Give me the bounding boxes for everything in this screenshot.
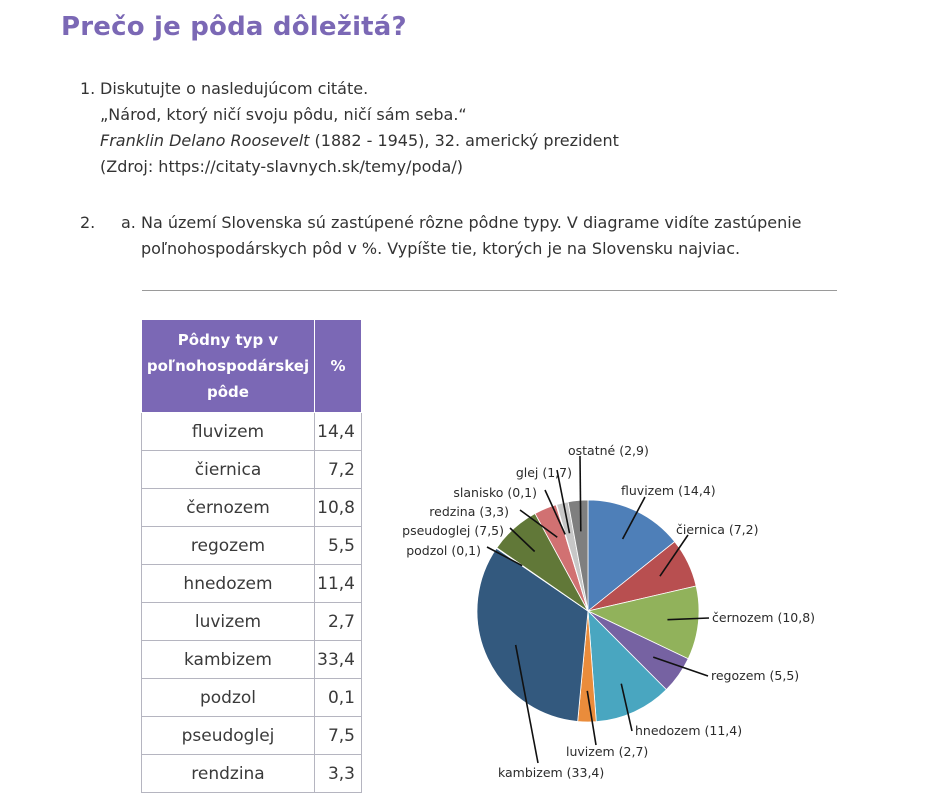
percent-cell: 11,4 [315,565,362,603]
q1-text: Diskutujte o nasledujúcom citáte. [100,79,369,98]
pie-label-glej: glej (1,7) [515,465,572,480]
q1-quote: „Národ, ktorý ničí svoju pôdu, ničí sám seba.“ [100,105,467,124]
soil-type-cell: čiernica [142,451,315,489]
pie-label-redzina: redzina (3,3) [429,504,509,519]
percent-cell: 3,3 [315,755,362,793]
header-percent: % [315,320,362,413]
q1-number: 1. [80,79,96,98]
soil-type-cell: fluvizem [142,413,315,451]
soil-type-cell: luvizem [142,603,315,641]
header-soil-type-line1: Pôdny typ v [177,331,279,349]
page-title: Prečo je pôda dôležitá? [61,12,407,42]
percent-cell: 7,2 [315,451,362,489]
pie-label-hnedozem: hnedozem (11,4) [635,723,743,738]
soil-type-cell: pseudoglej [142,717,315,755]
percent-cell: 7,5 [315,717,362,755]
q2-text-line1: Na území Slovenska sú zastúpené rôzne pôdne typy. V diagrame vidíte zastúpenie [141,213,802,232]
q2-number: 2. [80,213,96,232]
q2-text-line2: poľnohospodárskych pôd v %. Vypíšte tie, ktorých je na Slovensku najviac. [141,239,741,258]
percent-cell: 14,4 [315,413,362,451]
soil-type-cell: podzol [142,679,315,717]
soil-type-cell: kambizem [142,641,315,679]
header-soil-type-line3: pôde [207,383,249,401]
percent-cell: 0,1 [315,679,362,717]
q1-source: (Zdroj: https://citaty-slavnych.sk/temy/poda/) [100,157,463,176]
soil-type-cell: rendzina [142,755,315,793]
pie-label-kambizem: kambizem (33,4) [498,765,605,780]
pie-slices [477,500,699,722]
pie-label-fluvizem: fluvizem (14,4) [621,483,716,498]
pie-label-luvizem: luvizem (2,7) [566,744,649,759]
percent-cell: 10,8 [315,489,362,527]
percent-cell: 5,5 [315,527,362,565]
soil-type-cell: černozem [142,489,315,527]
pie-label-podzol: podzol (0,1) [406,543,481,558]
header-soil-type-line2: poľnohospodárskej [146,357,310,375]
percent-cell: 2,7 [315,603,362,641]
soil-type-cell: regozem [142,527,315,565]
leader-line-ostatne [580,456,581,531]
pie-label-regozem: regozem (5,5) [711,668,800,683]
pie-label-ciernica: čiernica (7,2) [676,522,759,537]
pie-label-slanisko: slanisko (0,1) [453,485,537,500]
percent-cell: 33,4 [315,641,362,679]
pie-label-ostatne: ostatné (2,9) [568,443,649,458]
pie-label-pseudoglej: pseudoglej (7,5) [402,523,504,538]
soil-type-cell: hnedozem [142,565,315,603]
q1-author-info: (1882 - 1945), 32. americký prezident [309,131,619,150]
pie-label-cernozem: černozem (10,8) [712,610,816,625]
q2-sub-letter: a. [121,213,136,232]
q1-author: Franklin Delano Roosevelt [100,131,310,150]
